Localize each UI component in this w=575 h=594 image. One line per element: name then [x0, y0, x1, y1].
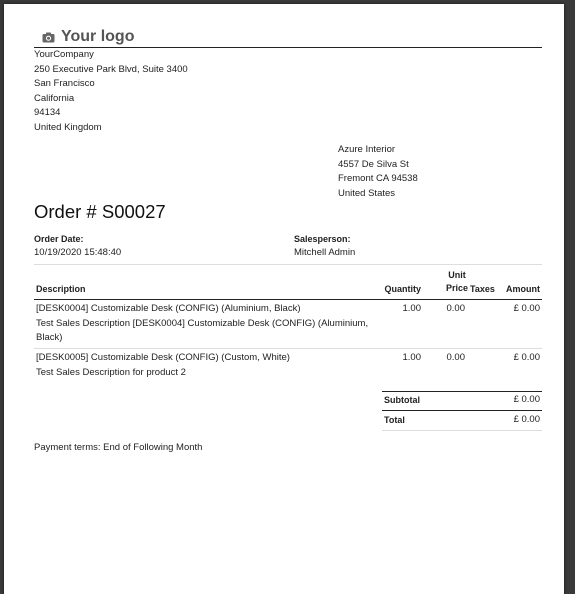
table-row-2-description: [36, 351, 376, 380]
subtotal-value: £ 0.00: [513, 394, 540, 405]
customer-name: Azure Interior: [338, 144, 396, 155]
customer-city-line: Fremont CA 94538: [338, 173, 418, 184]
company-country: United Kingdom: [34, 121, 102, 133]
row-1-sales-description-cont: Black): [36, 332, 63, 343]
company-street: 250 Executive Park Blvd, Suite 3400: [34, 63, 188, 75]
company-address: [34, 48, 188, 135]
company-state: California: [34, 92, 75, 104]
row-2-product: [DESK0005] Customizable Desk (CONFIG) (Custom, White): [36, 352, 290, 363]
company-logo: [42, 26, 134, 48]
row-1-product: [DESK0004] Customizable Desk (CONFIG) (Aluminium, Black): [36, 303, 301, 314]
order-date-block: [34, 233, 121, 259]
header-unit-price-line2: Price: [445, 283, 469, 293]
order-title: Order # S00027: [34, 201, 166, 222]
table-row-1-description: [36, 302, 376, 346]
header-quantity: Quantity: [384, 284, 421, 294]
subtotal-label: Subtotal: [384, 395, 420, 405]
row-divider: [34, 348, 542, 349]
customer-street: 4557 De Silva St: [338, 158, 409, 170]
logo-text: Your logo: [61, 28, 135, 45]
header-unit-price: [442, 269, 472, 295]
row-2-sales-description: Test Sales Description for product 2: [36, 366, 186, 378]
header-description: Description: [36, 284, 86, 294]
total-value: £ 0.00: [513, 414, 540, 425]
row-1-sales-description: Test Sales Description [DESK0004] Customizable Desk (CONFIG) (Aluminium,: [36, 317, 369, 329]
customer-address: [338, 143, 418, 201]
report-page: [4, 4, 564, 594]
subtotal-divider: [382, 391, 542, 392]
row-1-quantity: 1.00: [402, 303, 421, 314]
header-taxes: Taxes: [470, 284, 495, 294]
salesperson-label: Salesperson:: [294, 234, 351, 244]
row-2-quantity: 1.00: [402, 352, 421, 363]
customer-country: United States: [338, 187, 396, 199]
total-label: Total: [384, 415, 405, 425]
header-unit-price-line1: Unit: [448, 270, 466, 280]
order-date-label: Order Date:: [34, 234, 84, 244]
camera-icon: [42, 32, 55, 43]
order-date-value: 10/19/2020 15:48:40: [34, 247, 122, 258]
row-2-amount: £ 0.00: [513, 352, 540, 363]
table-header-divider: [34, 299, 542, 300]
header-amount: Amount: [506, 284, 540, 294]
row-1-unit-price: 0.00: [446, 303, 465, 314]
company-name: YourCompany: [34, 49, 94, 60]
info-divider: [34, 264, 542, 265]
row-1-amount: £ 0.00: [513, 303, 540, 314]
row-2-unit-price: 0.00: [446, 352, 465, 363]
total-bottom-divider: [382, 430, 542, 431]
payment-terms: Payment terms: End of Following Month: [34, 442, 203, 453]
company-zip: 94134: [34, 107, 61, 118]
salesperson-block: [294, 233, 355, 259]
total-divider: [382, 410, 542, 411]
salesperson-value: Mitchell Admin: [294, 247, 356, 258]
company-city: San Francisco: [34, 78, 95, 89]
